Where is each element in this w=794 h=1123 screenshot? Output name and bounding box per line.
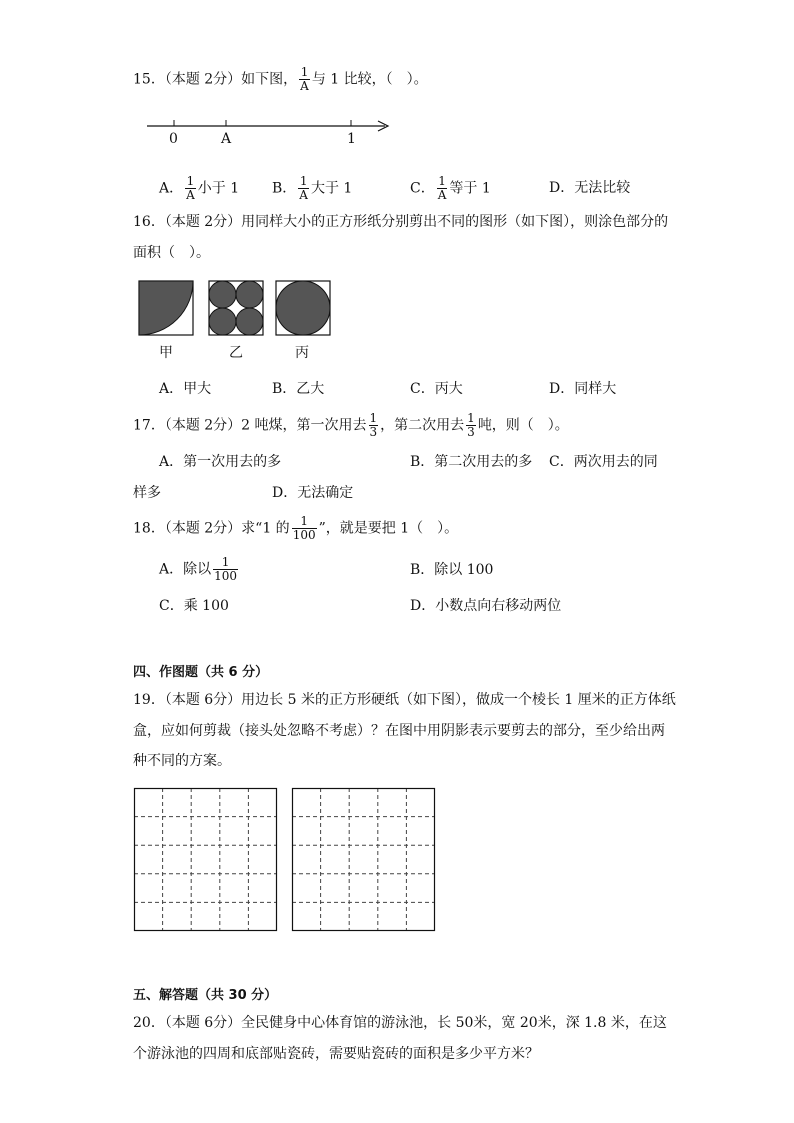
number-line-label-1: 1	[347, 131, 356, 147]
q16-option-d[interactable]: D．同样大	[549, 381, 617, 397]
q15-option-a[interactable]: A． $\frac{1}{A}$ 小于 1	[159, 174, 240, 202]
q16-stem-line1: 16．（本题 2分）用同样大小的正方形纸分别剪出不同的图形（如下图），则涂色部分的	[133, 214, 669, 230]
q16-stem-line2: 面积（ ）。	[133, 245, 210, 261]
q19-stem-line1: 19．（本题 6分）用边长 5 米的正方形硬纸（如下图），做成一个棱长 1 厘米的正方体纸	[133, 692, 676, 708]
number-line-label-A: A	[221, 131, 232, 147]
q20-stem-line2: 个游泳池的四周和底部贴瓷砖，需要贴瓷砖的面积是多少平方米？	[133, 1046, 539, 1062]
grid-border	[135, 789, 277, 931]
figure-label-yi: 乙	[229, 345, 243, 361]
figure-jia	[139, 281, 193, 335]
q15-option-c[interactable]: C． $\frac{1}{A}$ 等于 1	[410, 174, 491, 202]
q17-option-c[interactable]: C．两次用去的同	[549, 454, 658, 470]
q18-option-a[interactable]: A．除以 $\frac{1}{100}$	[159, 555, 238, 583]
figure-bing	[276, 281, 330, 335]
q17-option-d[interactable]: D．无法确定	[272, 485, 354, 501]
q18-stem: 18．（本题 2分）求“1 的 $\frac{1}{100}$ ”，就是要把 1（ ）。	[133, 514, 459, 542]
figure-label-bing: 丙	[295, 345, 309, 361]
q15-fraction: $\frac{1}{A}$	[300, 65, 309, 93]
q16-option-c[interactable]: C．丙大	[410, 381, 463, 397]
figure-label-jia: 甲	[159, 345, 173, 361]
q15-stem: 15．（本题 2分）如下图， $\frac{1}{A}$ 与 1 比较，（ ）。	[133, 65, 428, 93]
q15-option-d[interactable]: D．无法比较	[549, 180, 631, 196]
grid-border	[293, 789, 435, 931]
q18-option-d[interactable]: D．小数点向右移动两位	[410, 598, 562, 614]
q16-option-b[interactable]: B．乙大	[272, 381, 325, 397]
number-line-label-0: 0	[169, 131, 178, 147]
q19-stem-line2: 盒，应如何剪裁（接头处忽略不考虑）？在图中用阴影表示要剪去的部分，至少给出两	[133, 723, 665, 739]
section-4-title: 四、作图题（共 6 分）	[133, 665, 269, 680]
q15-option-b[interactable]: B． $\frac{1}{A}$ 大于 1	[272, 174, 353, 202]
figure-yi	[209, 281, 263, 335]
q16-option-a[interactable]: A．甲大	[159, 381, 212, 397]
q18-option-b[interactable]: B．除以 100	[410, 562, 494, 578]
section-5-title: 五、解答题（共 30 分）	[133, 988, 278, 1003]
q20-stem-line1: 20．（本题 6分）全民健身中心体育馆的游泳池，长 50米，宽 20米，深 1.8 米，在这	[133, 1015, 667, 1031]
q17-option-b[interactable]: B．第二次用去的多	[410, 454, 533, 470]
q19-stem-line3: 种不同的方案。	[133, 753, 231, 769]
q17-stem: 17．（本题 2分）2 吨煤，第一次用去 $\frac{1}{3}$ ，第二次用去 $\frac{1}{3}$ 吨，则（ ）。	[133, 411, 569, 439]
q17-option-c-cont: 样多	[133, 485, 161, 501]
cutting-grid-2[interactable]	[292, 788, 436, 932]
q17-option-a[interactable]: A．第一次用去的多	[159, 454, 282, 470]
q16-figures	[0, 0, 794, 340]
q18-option-c[interactable]: C．乘 100	[159, 598, 229, 614]
cutting-grid-1[interactable]	[134, 788, 278, 932]
